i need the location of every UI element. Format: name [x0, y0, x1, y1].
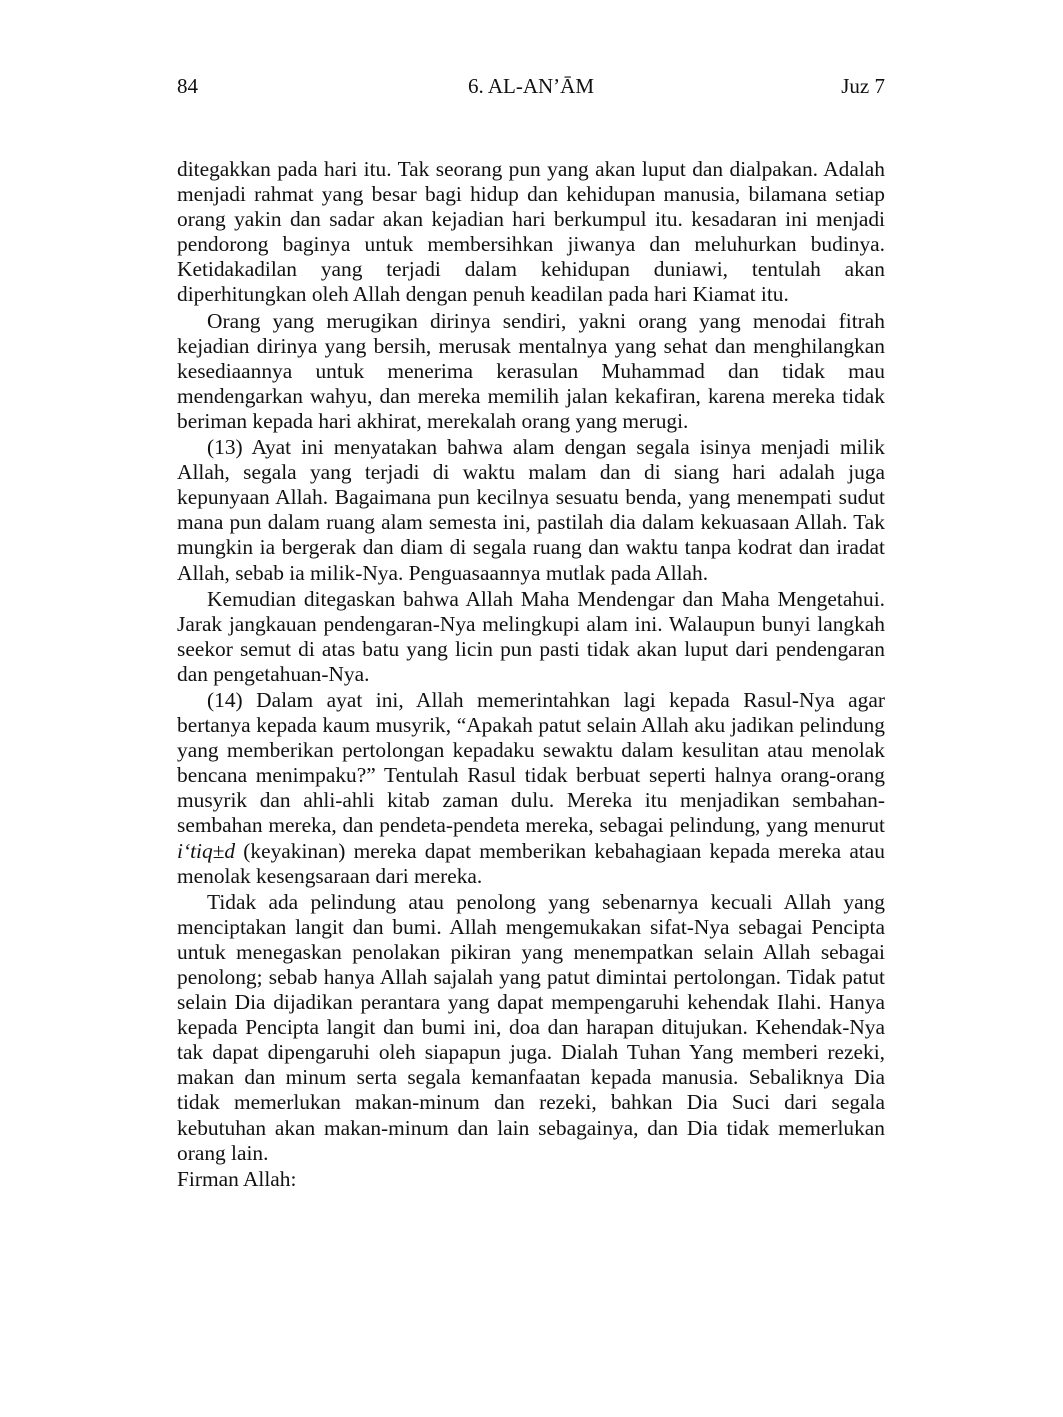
- paragraph-4: Kemudian ditegaskan bahwa Allah Maha Mendengar dan Maha Mengetahui. Jarak jangkauan pendengaran-Nya melingkupi alam ini. Walaupun bunyi langkah seekor semut di atas batu yang licin pun pasti tidak akan luput dari pendengaran dan pengetahuan-Nya.: [177, 586, 885, 686]
- paragraph-2: Orang yang merugikan dirinya sendiri, yakni orang yang menodai fitrah kejadian dirinya yang bersih, merusak mentalnya yang sehat dan menghilangkan kesediaannya untuk menerima kerasulan Muhammad dan tidak mau mendengarkan wahyu, dan mereka memilih jalan kekafiran, karena mereka tidak beriman kepada hari akhirat, merekalah orang yang merugi.: [177, 308, 885, 433]
- juz-label: Juz 7: [841, 74, 885, 98]
- chapter-title: 6. AL-AN’ĀM: [468, 74, 594, 98]
- page-header: [177, 74, 885, 104]
- paragraph-1: ditegakkan pada hari itu. Tak seorang pun yang akan luput dan dialpakan. Adalah menjadi rahmat yang besar bagi hidup dan kehidupan manusia, bilamana setiap orang yakin dan sadar akan kejadian hari berkumpul itu. kesadaran ini menjadi pendorong baginya untuk membersihkan jiwanya dan meluhurkan budinya. Ketidakadilan yang terjadi dalam kehidupan duniawi, tentulah akan diperhitungkan oleh Allah dengan penuh keadilan pada hari Kiamat itu.: [177, 157, 885, 307]
- body-text: [177, 157, 885, 1193]
- paragraph-5-text-b: (keyakinan) mereka dapat memberikan kebahagiaan kepada mereka atau menolak kesengsaraan dari mereka.: [177, 838, 885, 888]
- paragraph-5-text-a: (14) Dalam ayat ini, Allah memerintahkan lagi kepada Rasul-Nya agar bertanya kepada kaum musyrik, “Apakah patut selain Allah aku jadikan pelindung yang memberikan pertolongan kepadaku sewaktu dalam kesulitan atau menolak bencana menimpaku?” Tentulah Rasul tidak berbuat seperti halnya orang-orang musyrik dan ahli-ahli kitab zaman dulu. Mereka itu menjadikan sembahan-sembahan mereka, dan pendeta-pendeta mereka, sebagai pelindung, yang menurut: [177, 687, 885, 838]
- paragraph-5-term: i‘tiq±d: [177, 838, 236, 863]
- page-number: 84: [177, 74, 198, 98]
- paragraph-5: [177, 688, 885, 889]
- paragraph-3: (13) Ayat ini menyatakan bahwa alam dengan segala isinya menjadi milik Allah, segala yang terjadi di waktu malam dan di siang hari adalah juga kepunyaan Allah. Bagaimana pun kecilnya sesuatu benda, yang menempati sudut mana pun dalam ruang alam semesta ini, pastilah dia dalam kekuasaan Allah. Tak mungkin ia bergerak dan diam di segala ruang dan waktu tanpa kodrat dan iradat Allah, sebab ia milik-Nya. Penguasaannya mutlak pada Allah.: [177, 435, 885, 585]
- paragraph-7: Firman Allah:: [177, 1166, 297, 1191]
- paragraph-6: Tidak ada pelindung atau penolong yang sebenarnya kecuali Allah yang menciptakan langit dan bumi. Allah mengemukakan sifat-Nya sebagai Pencipta untuk menegaskan penolakan pikiran yang menempatkan selain Allah sebagai penolong; sebab hanya Allah sajalah yang patut dimintai pertolongan. Tidak patut selain Dia dijadikan perantara yang dapat mempengaruhi kehendak Ilahi. Hanya kepada Pencipta langit dan bumi ini, doa dan harapan ditujukan. Kehendak-Nya tak dapat dipengaruhi oleh siapapun juga. Dialah Tuhan Yang memberi rezeki, makan dan minum serta segala kemanfaatan kepada manusia. Sebaliknya Dia tidak memerlukan makan-minum dan rezeki, bahkan Dia Suci dari segala kebutuhan akan makan-minum dan lain sebagainya, dan Dia tidak memerlukan orang lain.: [177, 889, 885, 1165]
